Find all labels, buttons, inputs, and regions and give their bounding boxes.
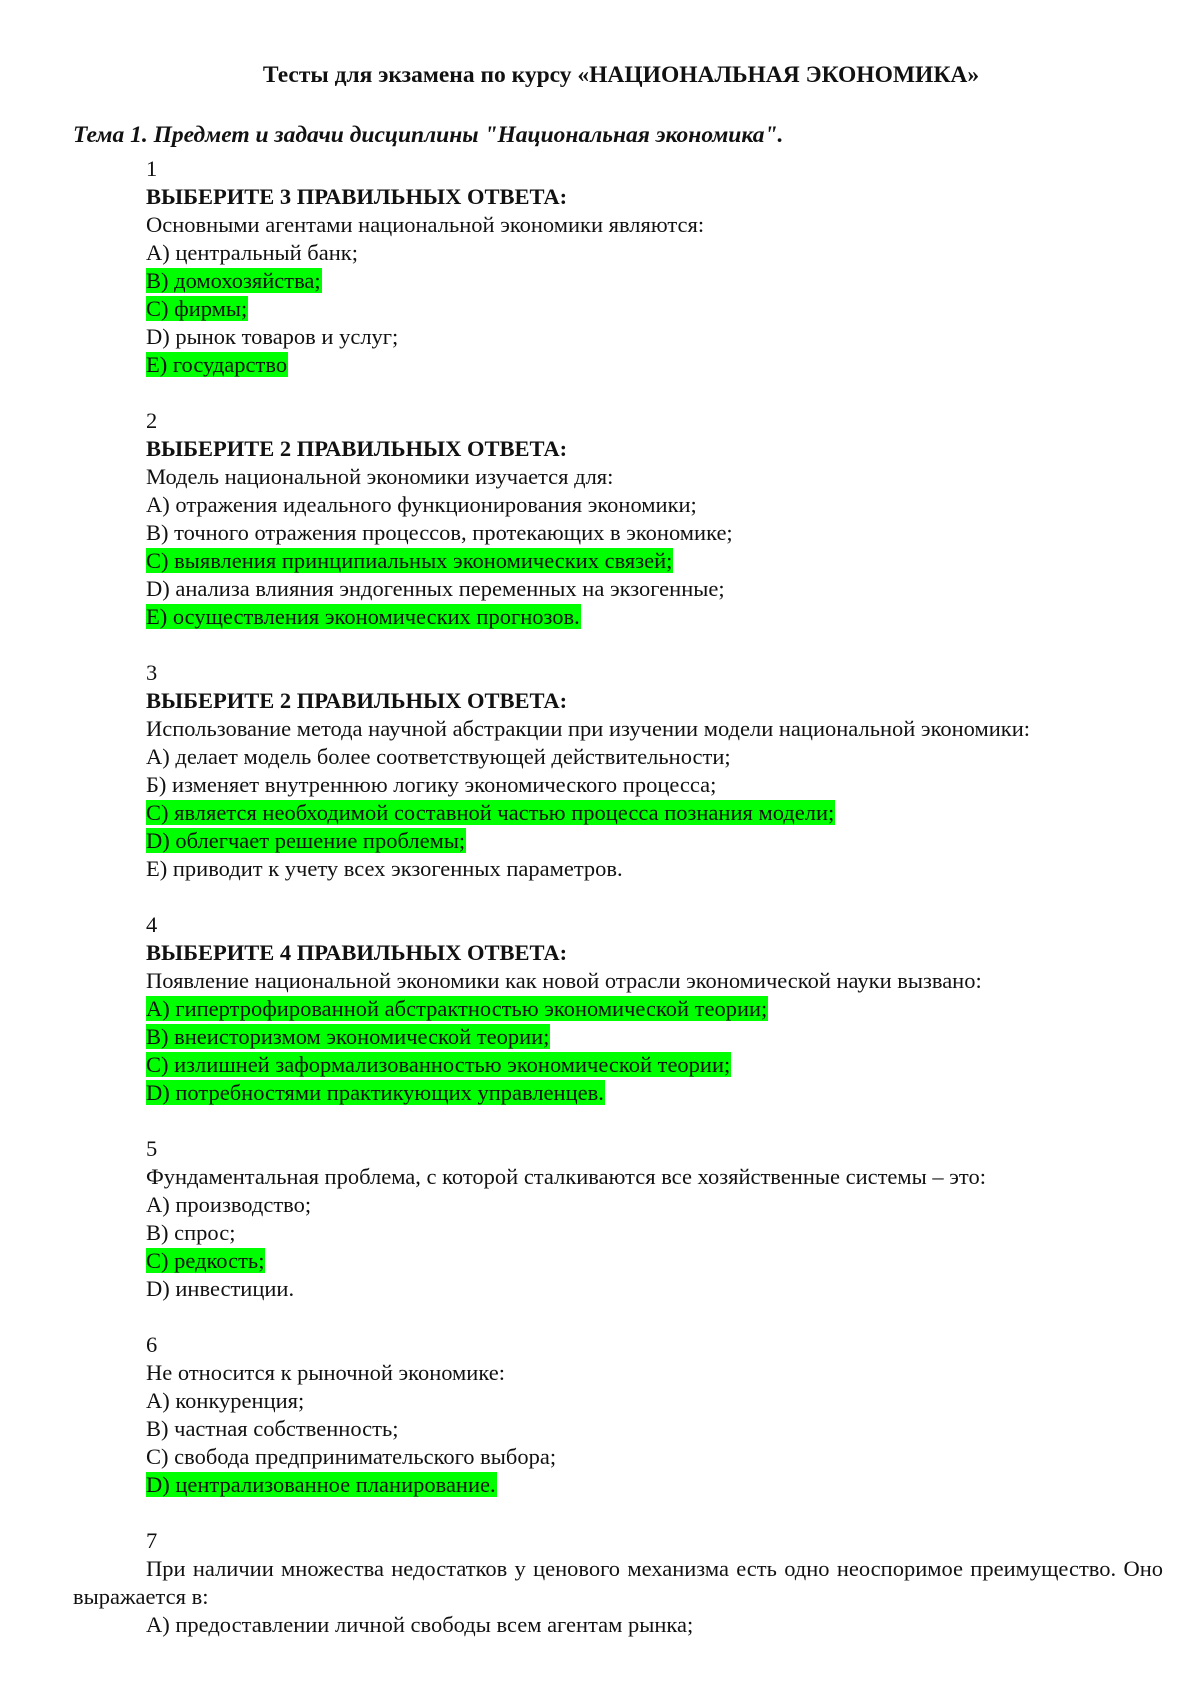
answer-option-text: A) предоставлении личной свободы всем агентам рынка; — [146, 1612, 694, 1637]
question-prompt: Фундаментальная проблема, с которой сталкиваются все хозяйственные системы – это: — [146, 1164, 986, 1189]
answer-option — [146, 239, 1200, 267]
question-prompt: При наличии множества недостатков у ценового механизма есть одно неоспоримое преимущество. Оно выражается в: — [73, 1556, 1163, 1609]
question-block — [0, 1135, 1200, 1303]
answer-option-text: A) конкуренция; — [146, 1388, 305, 1413]
answer-option — [146, 855, 1200, 883]
answer-option — [146, 351, 1200, 379]
question-block — [0, 659, 1200, 883]
answer-option-text-highlighted: E) государство — [146, 352, 288, 377]
question-prompt: Использование метода научной абстракции при изучении модели национальной экономики: — [146, 716, 1030, 741]
answer-option — [146, 1611, 1200, 1639]
question-block — [0, 1331, 1200, 1499]
answer-option — [146, 1415, 1200, 1443]
question-number: 2 — [146, 408, 158, 433]
answer-option — [146, 1471, 1200, 1499]
answer-option-text: D) инвестиции. — [146, 1276, 295, 1301]
answer-option — [146, 743, 1200, 771]
topic-heading: Тема 1. Предмет и задачи дисциплины "Национальная экономика". — [73, 122, 784, 148]
answer-option — [146, 1443, 1200, 1471]
answer-option-text: A) делает модель более соответствующей действительности; — [146, 744, 731, 769]
answer-option-text-highlighted: A) гипертрофированной абстрактностью экономической теории; — [146, 996, 768, 1021]
answer-option — [146, 295, 1200, 323]
question-number: 4 — [146, 912, 158, 937]
question-prompt: Модель национальной экономики изучается для: — [146, 464, 614, 489]
answer-option — [146, 1219, 1200, 1247]
answer-option-text: B) частная собственность; — [146, 1416, 399, 1441]
answer-option — [146, 575, 1200, 603]
answer-option-text-highlighted: B) внеисторизмом экономической теории; — [146, 1024, 550, 1049]
answer-option-text-highlighted: E) осуществления экономических прогнозов. — [146, 604, 580, 629]
answer-option — [146, 519, 1200, 547]
answer-option — [146, 799, 1200, 827]
answer-option — [146, 1275, 1200, 1303]
answer-option-text-highlighted: D) облегчает решение проблемы; — [146, 828, 466, 853]
question-number: 1 — [146, 156, 158, 181]
question-block — [0, 911, 1200, 1107]
answer-option — [146, 267, 1200, 295]
answer-option-text-highlighted: D) централизованное планирование. — [146, 1472, 496, 1497]
question-number: 7 — [146, 1528, 158, 1553]
answer-option-text: C) свобода предпринимательского выбора; — [146, 1444, 557, 1469]
answer-option-text: A) производство; — [146, 1192, 312, 1217]
answer-option — [146, 995, 1200, 1023]
question-block — [0, 1527, 1200, 1639]
answer-option-text-highlighted: B) домохозяйства; — [146, 268, 321, 293]
question-prompt: Появление национальной экономики как новой отрасли экономической науки вызвано: — [146, 968, 982, 993]
answer-option-text: A) отражения идеального функционирования экономики; — [146, 492, 697, 517]
answer-option-text-highlighted: C) излишней заформализованностью экономической теории; — [146, 1052, 731, 1077]
answer-option — [146, 1191, 1200, 1219]
answer-option — [146, 491, 1200, 519]
question-block — [0, 407, 1200, 631]
question-list — [0, 155, 1200, 1667]
answer-option — [146, 1023, 1200, 1051]
answer-option — [146, 323, 1200, 351]
question-instruction: ВЫБЕРИТЕ 4 ПРАВИЛЬНЫХ ОТВЕТА: — [146, 940, 568, 965]
answer-option-text-highlighted: C) является необходимой составной частью процесса познания модели; — [146, 800, 835, 825]
answer-option-text: D) анализа влияния эндогенных переменных на экзогенные; — [146, 576, 725, 601]
question-prompt: Основными агентами национальной экономики являются: — [146, 212, 705, 237]
answer-option-text: B) точного отражения процессов, протекающих в экономике; — [146, 520, 733, 545]
answer-option-text: D) рынок товаров и услуг; — [146, 324, 399, 349]
answer-option — [146, 1387, 1200, 1415]
answer-option — [146, 1247, 1200, 1275]
answer-option-text-highlighted: C) фирмы; — [146, 296, 248, 321]
answer-option-text-highlighted: C) выявления принципиальных экономических связей; — [146, 548, 673, 573]
answer-option — [146, 1051, 1200, 1079]
answer-option-text-highlighted: D) потребностями практикующих управленцев. — [146, 1080, 604, 1105]
answer-option — [146, 603, 1200, 631]
answer-option — [146, 1079, 1200, 1107]
answer-option — [146, 547, 1200, 575]
answer-option-text: Б) изменяет внутреннюю логику экономического процесса; — [146, 772, 717, 797]
document-title: Тесты для экзамена по курсу «НАЦИОНАЛЬНАЯ ЭКОНОМИКА» — [262, 62, 980, 88]
question-block — [0, 155, 1200, 379]
answer-option-text: E) приводит к учету всех экзогенных параметров. — [146, 856, 623, 881]
answer-option-text: B) спрос; — [146, 1220, 236, 1245]
answer-option — [146, 771, 1200, 799]
question-number: 3 — [146, 660, 158, 685]
question-instruction: ВЫБЕРИТЕ 3 ПРАВИЛЬНЫХ ОТВЕТА: — [146, 184, 568, 209]
answer-option-text-highlighted: C) редкость; — [146, 1248, 265, 1273]
answer-option-text: A) центральный банк; — [146, 240, 358, 265]
question-instruction: ВЫБЕРИТЕ 2 ПРАВИЛЬНЫХ ОТВЕТА: — [146, 436, 568, 461]
question-number: 5 — [146, 1136, 158, 1161]
question-prompt: Не относится к рыночной экономике: — [146, 1360, 505, 1385]
answer-option — [146, 827, 1200, 855]
question-number: 6 — [146, 1332, 158, 1357]
question-instruction: ВЫБЕРИТЕ 2 ПРАВИЛЬНЫХ ОТВЕТА: — [146, 688, 568, 713]
